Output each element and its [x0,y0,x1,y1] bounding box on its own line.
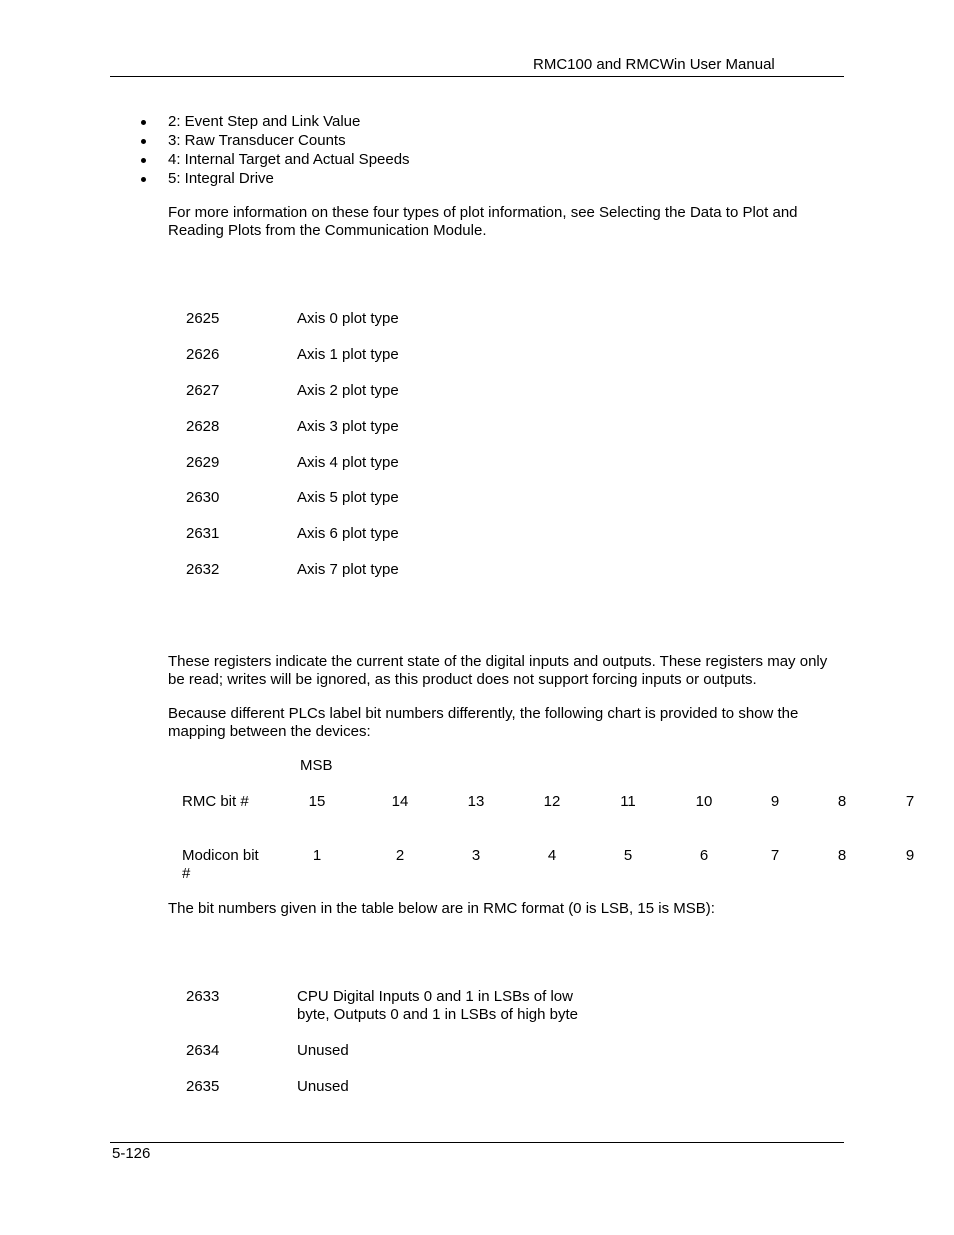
rmc-bit-cell: 12 [543,793,561,810]
rmc-bit-cell: 14 [391,793,409,810]
plot-info-paragraph: For more information on these four types of plot information, see Selecting the Data to Plot and Reading Plots from the Communication Module. [168,204,798,239]
page-header-title: RMC100 and RMCWin User Manual [533,56,775,73]
rmc-bit-cell: 15 [308,793,326,810]
rmc-format-paragraph: The bit numbers given in the table below are in RMC format (0 is LSB, 15 is MSB): [168,900,715,917]
register-number: 2625 [186,310,220,327]
register-number: 2626 [186,346,220,363]
rmc-bit-cell: 8 [837,793,847,810]
modicon-bit-cell: 6 [699,847,709,864]
register-description: Axis 5 plot type [297,489,399,506]
register-description: CPU Digital Inputs 0 and 1 in LSBs of low byte, Outputs 0 and 1 in LSBs of high byte [297,988,579,1023]
register-description: Axis 3 plot type [297,418,399,435]
register-number: 2634 [186,1042,220,1059]
register-description: Axis 1 plot type [297,346,399,363]
register-number: 2633 [186,988,220,1005]
rmc-bit-cell: 11 [620,793,636,810]
modicon-bit-cell: 7 [770,847,780,864]
modicon-bit-cell: 2 [395,847,405,864]
register-number: 2629 [186,454,220,471]
page-number: 5-126 [112,1145,151,1162]
list-item-text: 2: Event Step and Link Value [168,113,361,130]
modicon-bit-cell: 1 [312,847,322,864]
io-state-paragraph: These registers indicate the current state of the digital inputs and outputs. These registers may only be read; writes will be ignored, as this product does not support forcing inputs or outputs. [168,653,828,688]
modicon-bit-cell: 8 [837,847,847,864]
register-number: 2628 [186,418,220,435]
list-item-text: 3: Raw Transducer Counts [168,132,346,149]
modicon-bit-cell: 5 [623,847,633,864]
rmc-bit-cell: 13 [467,793,485,810]
bullet-icon [141,120,146,125]
register-number: 2627 [186,382,220,399]
register-number: 2632 [186,561,220,578]
register-description: Axis 6 plot type [297,525,399,542]
bullet-icon [141,158,146,163]
list-item-text: 5: Integral Drive [168,170,274,187]
rmc-bit-cell: 7 [905,793,915,810]
rmc-bit-label: RMC bit # [182,793,249,810]
header-rule [110,76,844,77]
msb-label: MSB [300,757,333,774]
register-description: Axis 4 plot type [297,454,399,471]
plc-bits-paragraph: Because different PLCs label bit numbers differently, the following chart is provided to show the mapping between the devices: [168,705,799,740]
modicon-bit-label: Modicon bit # [182,847,259,882]
modicon-bit-cell: 4 [547,847,557,864]
register-number: 2635 [186,1078,220,1095]
footer-rule [110,1142,844,1143]
rmc-bit-cell: 10 [695,793,713,810]
register-description: Axis 0 plot type [297,310,399,327]
register-description: Axis 7 plot type [297,561,399,578]
bullet-icon [141,177,146,182]
register-number: 2631 [186,525,220,542]
register-number: 2630 [186,489,220,506]
modicon-bit-cell: 3 [471,847,481,864]
rmc-bit-cell: 9 [770,793,780,810]
bullet-icon [141,139,146,144]
modicon-bit-cell: 9 [905,847,915,864]
list-item-text: 4: Internal Target and Actual Speeds [168,151,410,168]
register-description: Unused [297,1042,349,1059]
register-description: Axis 2 plot type [297,382,399,399]
register-description: Unused [297,1078,349,1095]
